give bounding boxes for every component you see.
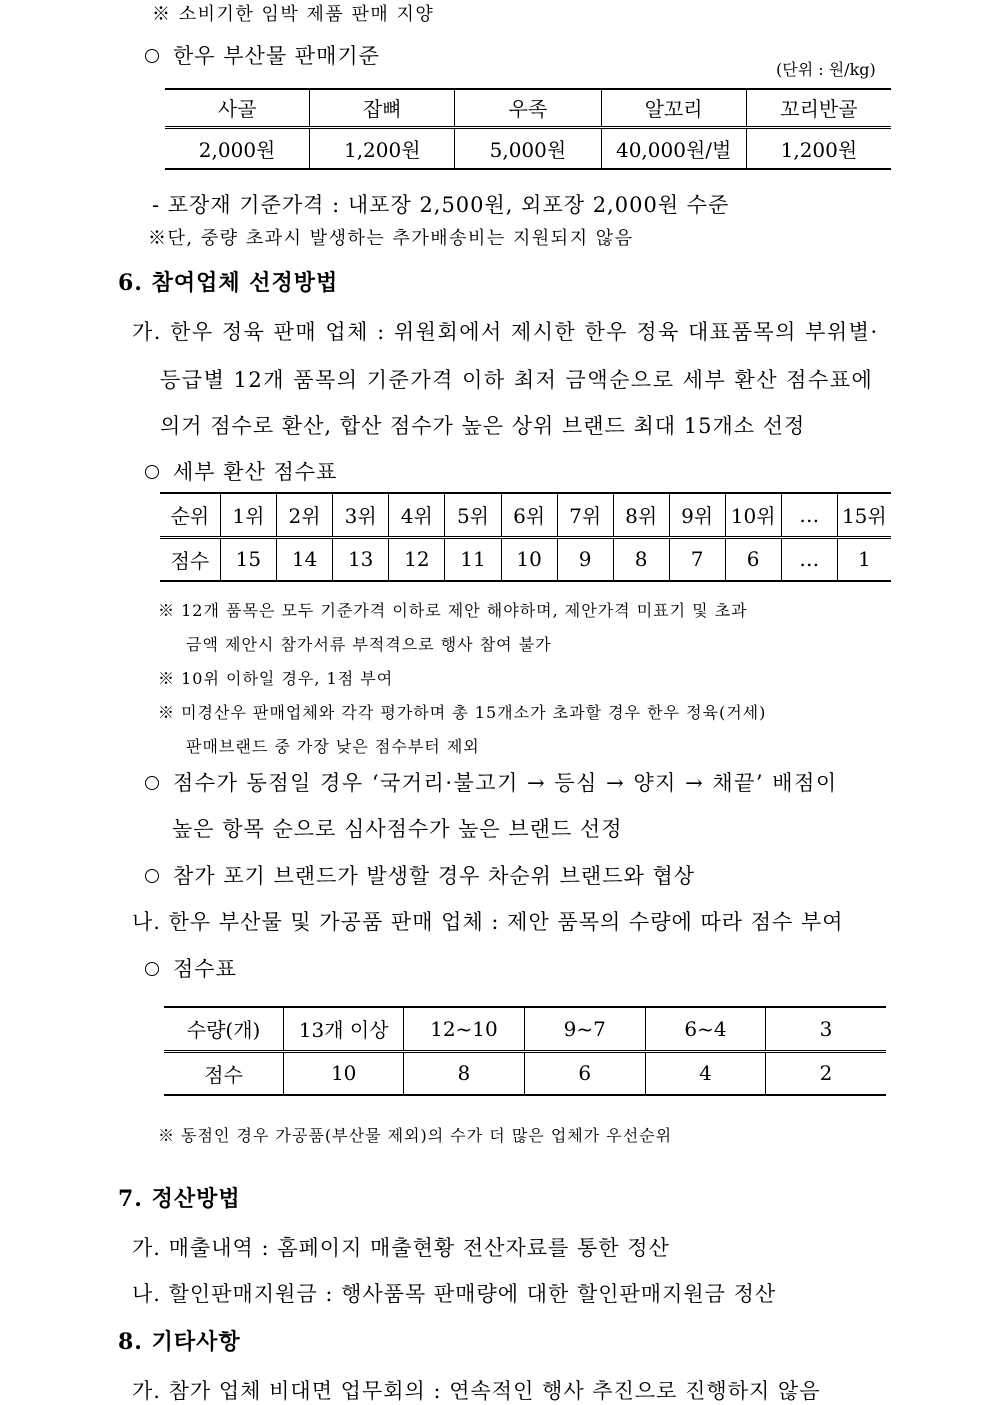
score-row	[160, 537, 891, 581]
giveup-rule-text: 참가 포기 브랜드가 발생할 경우 차순위 브랜드와 협상	[173, 864, 696, 888]
qty-table-title	[145, 953, 237, 983]
section6-na-line: 나. 한우 부산물 및 가공품 판매 업체 : 제안 품목의 수량에 따라 점수 부여	[132, 910, 844, 934]
score-cell: 6	[725, 537, 781, 581]
rank-cell: 6위	[501, 493, 557, 537]
qty-header-cell: 수량(개)	[164, 1007, 284, 1051]
score-cell: 15	[220, 537, 276, 581]
tie-rule-line1	[145, 767, 838, 797]
expiry-note: ※ 소비기한 임박 제품 판매 지양	[152, 4, 435, 25]
qty-header-cell: 3	[766, 1007, 886, 1051]
header-cell: 사골	[165, 89, 310, 127]
shipping-note: ※단, 중량 초과시 발생하는 추가배송비는 지원되지 않음	[148, 228, 634, 249]
score-table-title	[145, 456, 337, 486]
section6-heading: 6. 참여업체 선정방법	[118, 270, 339, 296]
byproduct-title-text: 한우 부산물 판매기준	[173, 44, 380, 68]
circle-bullet-icon	[145, 962, 159, 976]
byproduct-title	[145, 40, 380, 70]
rank-cell: 2위	[276, 493, 332, 537]
circle-bullet-icon	[145, 49, 159, 63]
header-cell: 우족	[455, 89, 601, 127]
value-cell: 5,000원	[455, 127, 601, 169]
qty-score-cell: 점수	[204, 1062, 243, 1087]
score-cell: 10	[501, 537, 557, 581]
tie-rule-line2: 높은 항목 순으로 심사점수가 높은 브랜드 선정	[172, 817, 623, 841]
rank-cell: …	[781, 493, 837, 537]
note-line: ※ 10위 이하일 경우, 1점 부여	[158, 669, 394, 688]
score-cell: …	[781, 537, 837, 581]
section6-ga-line3: 의거 점수로 환산, 합산 점수가 높은 상위 브랜드 최대 15개소 선정	[160, 414, 806, 438]
rank-score-table	[160, 492, 891, 582]
section8-ga: 가. 참가 업체 비대면 업무회의 : 연속적인 행사 추진으로 진행하지 않음	[132, 1379, 821, 1403]
score-cell: 1	[837, 537, 891, 581]
qty-header-cell: 6~4	[645, 1007, 765, 1051]
rank-cell: 7위	[557, 493, 613, 537]
rank-row	[160, 493, 891, 537]
rank-cell: 3위	[333, 493, 389, 537]
value-cell: 40,000원/벌	[601, 127, 746, 169]
qty-score-row	[164, 1051, 886, 1095]
circle-bullet-icon	[145, 776, 159, 790]
note-line: 판매브랜드 중 가장 낮은 점수부터 제외	[186, 737, 480, 756]
score-table-title-text: 세부 환산 점수표	[173, 460, 338, 484]
qty-score-cell: 4	[645, 1051, 765, 1095]
rank-cell: 10위	[725, 493, 781, 537]
score-cell: 13	[333, 537, 389, 581]
score-cell: 8	[613, 537, 669, 581]
rank-cell: 9위	[669, 493, 725, 537]
qty-table-title-text: 점수표	[173, 957, 237, 981]
qty-score-cell: 2	[766, 1051, 886, 1095]
score-cell: 14	[276, 537, 332, 581]
score-cell: 7	[669, 537, 725, 581]
qty-header-cell: 9~7	[524, 1007, 645, 1051]
qty-score-cell: 6	[524, 1051, 645, 1095]
rank-cell: 8위	[613, 493, 669, 537]
rank-cell: 순위	[160, 493, 220, 537]
circle-bullet-icon	[145, 465, 159, 479]
section8-heading: 8. 기타사항	[118, 1329, 241, 1355]
rank-cell: 5위	[445, 493, 501, 537]
unit-label: (단위 : 원/kg)	[776, 60, 876, 79]
value-cell: 2,000원	[198, 137, 276, 162]
giveup-rule	[145, 860, 695, 890]
packaging-note: - 포장재 기준가격 : 내포장 2,500원, 외포장 2,000원 수준	[152, 193, 730, 217]
header-cell: 잡뼈	[310, 89, 455, 127]
section7-ga: 가. 매출내역 : 홈페이지 매출현황 전산자료를 통한 정산	[132, 1236, 670, 1260]
section6-ga-line1: 가. 한우 정육 판매 업체 : 위원회에서 제시한 한우 정육 대표품목의 부위별·	[132, 320, 879, 344]
qty-note: ※ 동점인 경우 가공품(부산물 제외)의 수가 더 많은 업체가 우선순위	[158, 1126, 673, 1145]
value-cell: 1,200원	[746, 127, 891, 169]
rank-cell: 1위	[220, 493, 276, 537]
qty-header-row	[164, 1007, 886, 1051]
header-cell: 알꼬리	[601, 89, 746, 127]
byproduct-value-row	[165, 127, 891, 169]
qty-score-cell: 8	[404, 1051, 524, 1095]
byproduct-header-row	[165, 89, 891, 127]
rank-cell: 4위	[389, 493, 445, 537]
note-line: ※ 미경산우 판매업체와 각각 평가하며 총 15개소가 초과할 경우 한우 정육(거세)	[158, 703, 767, 722]
note-line: 금액 제안시 참가서류 부적격으로 행사 참여 불가	[186, 635, 552, 654]
score-cell: 12	[389, 537, 445, 581]
section6-ga-line2: 등급별 12개 품목의 기준가격 이하 최저 금액순으로 세부 환산 점수표에	[160, 368, 874, 392]
rank-cell: 15위	[837, 493, 891, 537]
qty-score-cell: 10	[284, 1051, 404, 1095]
circle-bullet-icon	[145, 869, 159, 883]
score-cell: 점수	[170, 548, 210, 573]
note-line: ※ 12개 품목은 모두 기준가격 이하로 제안 해야하며, 제안가격 미표기 및 초과	[158, 601, 748, 620]
qty-score-table	[164, 1006, 886, 1096]
header-cell: 꼬리반골	[746, 89, 891, 127]
qty-header-cell: 12~10	[404, 1007, 524, 1051]
section7-na: 나. 할인판매지원금 : 행사품목 판매량에 대한 할인판매지원금 정산	[132, 1282, 777, 1306]
score-cell: 11	[445, 537, 501, 581]
tie-rule-text: 점수가 동점일 경우 ‘국거리·불고기 → 등심 → 양지 → 채끝’ 배점이	[173, 771, 838, 795]
qty-header-cell: 13개 이상	[284, 1007, 404, 1051]
value-cell: 1,200원	[310, 127, 455, 169]
section7-heading: 7. 정산방법	[118, 1186, 241, 1212]
byproduct-table	[165, 88, 891, 170]
score-cell: 9	[557, 537, 613, 581]
